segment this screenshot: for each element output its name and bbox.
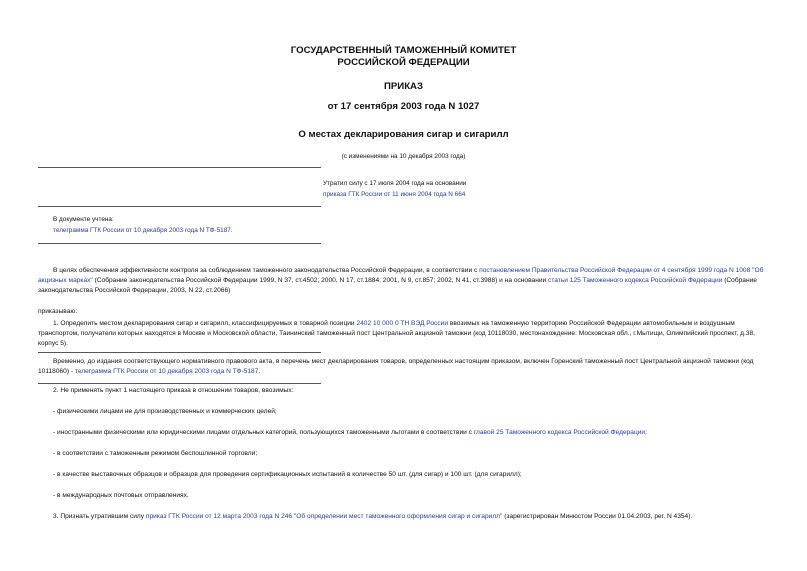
item-3-paragraph [53,512,769,522]
agency-name-line1: ГОСУДАРСТВЕННЫЙ ТАМОЖЕННЫЙ КОМИТЕТ [290,45,517,56]
item-1-paragraph [38,319,769,349]
item-2-bullet-3: - в соответствии с таможенным режимом беспошлинной торговли; [53,450,258,457]
preamble-text: В целях обеспечения эффективности контроля за соблюдением таможенного законодательства Российской Федерации, в соответствии с [53,267,480,274]
repealed-order-link[interactable]: приказ ГТК России от 12 марта 2003 года N 246 "Об определении мест таможенного оформления сигар и сигарилл" [145,513,503,520]
item-2-intro: 2. Не применять пункт 1 настоящего приказа в отношении товаров, ввозимых: [53,387,294,394]
tn-ved-code-link[interactable]: 2402 10 000 0 ТН ВЭД России [356,320,449,327]
preamble-text: (Собрание законодательства Российской Федерации, 2003, N 22, ст.2066) [38,277,757,294]
amendment-note: (с изменениями на 10 декабря 2003 года) [341,153,466,160]
status-note [323,179,623,199]
document-date-number: от 17 сентября 2003 года N 1027 [327,101,480,112]
government-decree-link[interactable]: постановлением Правительства Российской Федерации от 4 сентября 1999 года N 1008 "Об акцизных марках" [38,267,764,284]
item-2-bullet-2 [53,428,769,438]
bullet-text: ; [645,429,647,436]
document-title: О местах декларирования сигар и сигарилл [298,129,509,140]
considered-label: В документе учтена: [53,216,114,223]
temporary-note-paragraph [38,357,769,377]
note-text: . [258,368,261,375]
divider [38,352,321,353]
item-2-bullet-1: - физическими лицами не для производственных и коммерческих целей; [53,408,277,415]
item-2-bullet-5: - в международных почтовых отправлениях. [53,492,189,499]
considered-suffix: . [230,227,233,234]
preamble-text: (Собрание законодательства Российской Федерации 1999, N 37, ст.4502; 2000, N 17, ст.1884; 2001, N 9, ст.857; 2002, N 41, ст.3988) и на основании [92,277,549,284]
note-text: Временно, до издания соответствующего нормативного правового акта, в перечень мест декларирования товаров, определенных настоящим приказом, включен Горенский таможенный пост Центральной акцизной таможни (код 10118060) - [38,358,754,375]
item-2-bullet-4: - в качестве выставочных образцов и образцов для проведения сертификационных испытаний в количестве 50 шт. (для сигар) и 100 шт. (для сигарилл); [53,471,522,478]
item-text: 3. Признать утратившим силу [53,513,146,520]
customs-code-article-link[interactable]: статьи 125 Таможенного кодекса Российской Федерации [548,277,723,284]
status-text: Утратил силу с 17 июля 2004 года на основании [323,180,467,187]
customs-code-chapter-link[interactable]: главой 25 Таможенного кодекса Российской Федерации [473,429,646,436]
divider [38,383,321,384]
divider [38,243,321,244]
order-word: приказываю: [38,308,78,315]
divider [38,206,321,207]
agency-name-line2: РОССИЙСКОЙ ФЕДЕРАЦИИ [337,57,470,68]
divider [38,167,321,168]
preamble-paragraph [38,266,769,296]
repeal-order-link[interactable]: приказа ГТК России от 11 июня 2004 года N 664 [323,191,466,198]
telegram-link-2[interactable]: телеграмма ГТК России от 10 декабря 2003 года N ТФ-5187 [74,368,259,375]
telegram-link[interactable]: телеграмма ГТК России от 10 декабря 2003 года N ТФ-5187 [53,227,231,234]
item-text: ввозимых на таможенную территорию Российской Федерации автомобильным и воздушным транспортом, получатели которых находятся в Москве и Московской области, Таининский таможенный пост Центральной акцизной таможни (код 10118030, местонахождение: Московская обл., г.Мытищи, Олимпийский проспект, д.38, корпус 5). [38,320,756,347]
considered-note [53,215,353,235]
item-text: 1. Определить местом декларирования сигар и сигарилл, классифицируемых в товарной позиции [53,320,357,327]
item-text: (зарегистрирован Минюстом России 01.04.2003, рег. N 4354). [502,513,693,520]
document-type: ПРИКАЗ [384,81,423,92]
bullet-text: - иностранными физическими или юридическими лицами отдельных категорий, пользующихся таможенными льготами в соответствии с [53,429,474,436]
